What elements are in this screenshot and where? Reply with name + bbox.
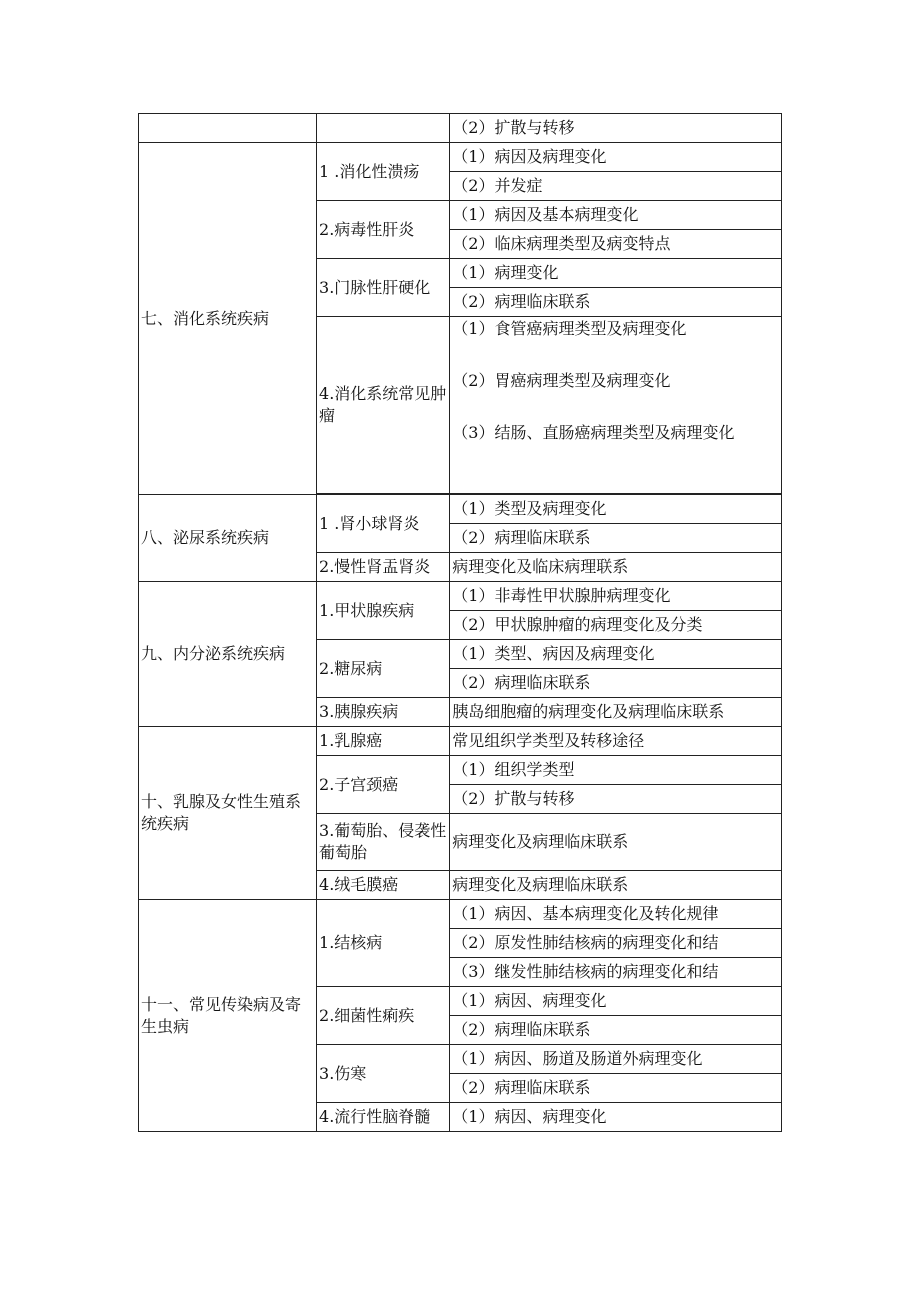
topic-name: 4.流行性脑脊髓 [317, 1103, 450, 1132]
content-cell: （2）病理临床联系 [450, 288, 782, 317]
content-cell: （2）病理临床联系 [450, 1074, 782, 1103]
table-row [139, 143, 782, 172]
topic-name: 1.结核病 [317, 900, 450, 987]
content-cell: （1）病因、基本病理变化及转化规律 [450, 900, 782, 929]
empty-cell [139, 114, 317, 143]
topic-name: 2.病毒性肝炎 [317, 201, 450, 259]
section-title: 九、内分泌系统疾病 [139, 582, 317, 727]
content-cell: （2）扩散与转移 [450, 114, 782, 143]
content-cell: （2）病理临床联系 [450, 524, 782, 553]
content-cell: 胰岛细胞瘤的病理变化及病理临床联系 [450, 698, 782, 727]
topic-name: 1.甲状腺疾病 [317, 582, 450, 640]
content-cell: （2）甲状腺肿瘤的病理变化及分类 [450, 611, 782, 640]
content-line: （3）结肠、直肠癌病理类型及病理变化 [452, 423, 735, 442]
topic-name: 3.葡萄胎、侵袭性葡萄胎 [317, 814, 450, 871]
content-cell: （1）病理变化 [450, 259, 782, 288]
section-title: 七、消化系统疾病 [139, 143, 317, 495]
content-cell: （2）病理临床联系 [450, 1016, 782, 1045]
content-cell: （1）病因及病理变化 [450, 143, 782, 172]
topic-name: 4.绒毛膜癌 [317, 871, 450, 900]
table-row [139, 495, 782, 524]
section-title: 十、乳腺及女性生殖系统疾病 [139, 727, 317, 900]
content-cell: 常见组织学类型及转移途径 [450, 727, 782, 756]
content-cell: （2）原发性肺结核病的病理变化和结 [450, 929, 782, 958]
content-line: （2）胃癌病理类型及病理变化 [452, 371, 671, 390]
topic-name: 2.细菌性痢疾 [317, 987, 450, 1045]
content-cell: （1）病因、病理变化 [450, 1103, 782, 1132]
topic-name: 3.伤寒 [317, 1045, 450, 1103]
section-title: 十一、常见传染病及寄生虫病 [139, 900, 317, 1132]
content-cell: 病理变化及病理临床联系 [450, 814, 782, 871]
content-cell: （1）病因、肠道及肠道外病理变化 [450, 1045, 782, 1074]
content-cell: （2）临床病理类型及病变特点 [450, 230, 782, 259]
content-cell: （1）非毒性甲状腺肿病理变化 [450, 582, 782, 611]
empty-cell [317, 114, 450, 143]
table-row [139, 900, 782, 929]
content-cell [450, 317, 782, 494]
topic-name: 1 .消化性溃疡 [317, 143, 450, 201]
topic-name: 1.乳腺癌 [317, 727, 450, 756]
content-cell: （3）继发性肺结核病的病理变化和结 [450, 958, 782, 987]
topic-name: 3.胰腺疾病 [317, 698, 450, 727]
topic-name: 2.糖尿病 [317, 640, 450, 698]
syllabus-table [138, 113, 782, 1132]
table-row [139, 727, 782, 756]
topic-name: 3.门脉性肝硬化 [317, 259, 450, 317]
content-cell: （1）类型、病因及病理变化 [450, 640, 782, 669]
topic-name: 1 .肾小球肾炎 [317, 495, 450, 553]
table-row [139, 582, 782, 611]
content-cell: 病理变化及病理临床联系 [450, 871, 782, 900]
topic-name: 2.子宫颈癌 [317, 756, 450, 814]
table-row [139, 114, 782, 143]
content-cell: （2）并发症 [450, 172, 782, 201]
content-cell: 病理变化及临床病理联系 [450, 553, 782, 582]
topic-name: 2.慢性肾盂肾炎 [317, 553, 450, 582]
content-cell: （1）类型及病理变化 [450, 495, 782, 524]
content-cell: （1）病因及基本病理变化 [450, 201, 782, 230]
content-line: （1）食管癌病理类型及病理变化 [452, 319, 687, 338]
content-cell: （1）病因、病理变化 [450, 987, 782, 1016]
content-cell: （2）病理临床联系 [450, 669, 782, 698]
content-cell: （1）组织学类型 [450, 756, 782, 785]
topic-name: 4.消化系统常见肿瘤 [317, 317, 450, 494]
content-cell: （2）扩散与转移 [450, 785, 782, 814]
section-title: 八、泌尿系统疾病 [139, 495, 317, 582]
